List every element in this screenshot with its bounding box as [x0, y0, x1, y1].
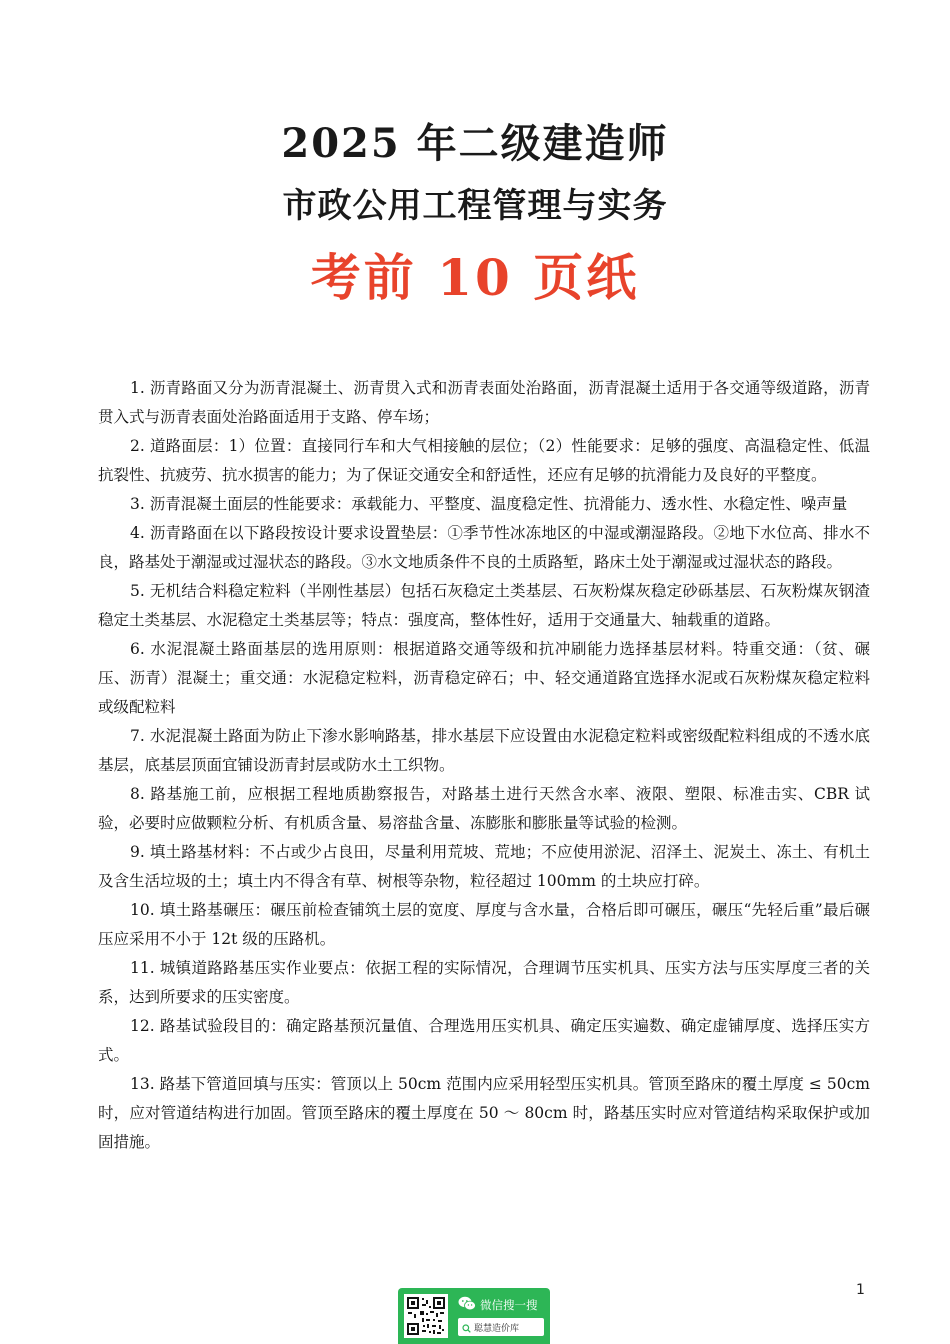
wechat-search-row[interactable] — [458, 1296, 538, 1314]
wechat-search-label: 微信搜一搜 — [480, 1298, 538, 1312]
document-title-subject: 市政公用工程管理与实务 — [282, 186, 668, 226]
document-body — [98, 374, 870, 1157]
paragraph-1: 1. 沥青路面又分为沥青混凝土、沥青贯入式和沥青表面处治路面，沥青混凝土适用于各交通等级道路，沥青贯入式与沥青表面处治路面适用于支路、停车场； — [98, 379, 870, 426]
paragraph-7: 7. 水泥混凝土路面为防止下渗水影响路基，排水基层下应设置由水泥稳定粒料或密级配粒料组成的不透水底基层，底基层顶面宜铺设沥青封层或防水土工织物。 — [98, 727, 870, 774]
wechat-search-box[interactable] — [458, 1318, 544, 1336]
search-icon — [462, 1318, 471, 1337]
paragraph-10: 10. 填土路基碾压：碾压前检查铺筑土层的宽度、厚度与含水量，合格后即可碾压，碾压“先轻后重”最后碾压应采用不小于 12t 级的压路机。 — [98, 901, 870, 948]
paragraph-4: 4. 沥青路面在以下路段按设计要求设置垫层：①季节性冰冻地区的中湿或潮湿路段。②地下水位高、排水不良，路基处于潮湿或过湿状态的路段。③水文地质条件不良的土质路堑，路床土处于潮湿或过湿状态的路段。 — [98, 524, 870, 571]
paragraph-8: 8. 路基施工前，应根据工程地质勘察报告，对路基土进行天然含水率、液限、塑限、标准击实、CBR 试验，必要时应做颗粒分析、有机质含量、易溶盐含量、冻膨胀和膨胀量等试验的检测。 — [98, 785, 870, 832]
document-title-exam: 2025 年二级建造师 — [281, 120, 669, 167]
paragraph-11: 11. 城镇道路路基压实作业要点：依据工程的实际情况，合理调节压实机具、压实方法与压实厚度三者的关系，达到所要求的压实密度。 — [98, 959, 870, 1006]
paragraph-13: 13. 路基下管道回填与压实：管顶以上 50cm 范围内应采用轻型压实机具。管顶至路床的覆土厚度 ≤ 50cm 时，应对管道结构进行加固。管顶至路床的覆土厚度在 50 ～ 80cm 时，路基压实时应对管道结构采取保护或加固措施。 — [98, 1075, 870, 1151]
paragraph-3: 3. 沥青混凝土面层的性能要求：承载能力、平整度、温度稳定性、抗滑能力、透水性、水稳定性、噪声量 — [130, 495, 848, 513]
wechat-icon — [458, 1296, 476, 1315]
page-number: 1 — [856, 1282, 865, 1298]
paragraph-5: 5. 无机结合料稳定粒料（半刚性基层）包括石灰稳定土类基层、石灰粉煤灰稳定砂砾基层、石灰粉煤灰钢渣稳定土类基层、水泥稳定土类基层等；特点：强度高，整体性好，适用于交通量大、轴载重的道路。 — [98, 582, 870, 629]
paragraph-12: 12. 路基试验段目的：确定路基预沉量值、合理选用压实机具、确定压实遍数、确定虚铺厚度、选择压实方式。 — [98, 1017, 870, 1064]
paragraph-2: 2. 道路面层：1）位置：直接同行车和大气相接触的层位；（2）性能要求：足够的强度、高温稳定性、低温抗裂性、抗疲劳、抗水损害的能力；为了保证交通安全和舒适性，还应有足够的抗滑能力及良好的平整度。 — [98, 437, 870, 484]
wechat-search-banner[interactable] — [398, 1288, 550, 1344]
wechat-search-query: 聪慧造价库 — [474, 1323, 520, 1334]
paragraph-6: 6. 水泥混凝土路面基层的选用原则：根据道路交通等级和抗冲刷能力选择基层材料。特重交通：（贫、碾压、沥青）混凝土；重交通：水泥稳定粒料，沥青稳定碎石；中、轻交通道路宜选择水泥或石灰粉煤灰稳定粒料或级配粒料 — [98, 640, 870, 716]
document-title-highlight: 考前 10 页纸 — [310, 248, 640, 307]
document-title-block — [0, 112, 950, 320]
paragraph-9: 9. 填土路基材料：不占或少占良田，尽量利用荒坡、荒地；不应使用淤泥、沼泽土、泥炭土、冻土、有机土及含生活垃圾的土；填土内不得含有草、树根等杂物，粒径超过 100mm 的土块应打碎。 — [98, 843, 870, 890]
qr-code-icon[interactable] — [404, 1294, 448, 1338]
